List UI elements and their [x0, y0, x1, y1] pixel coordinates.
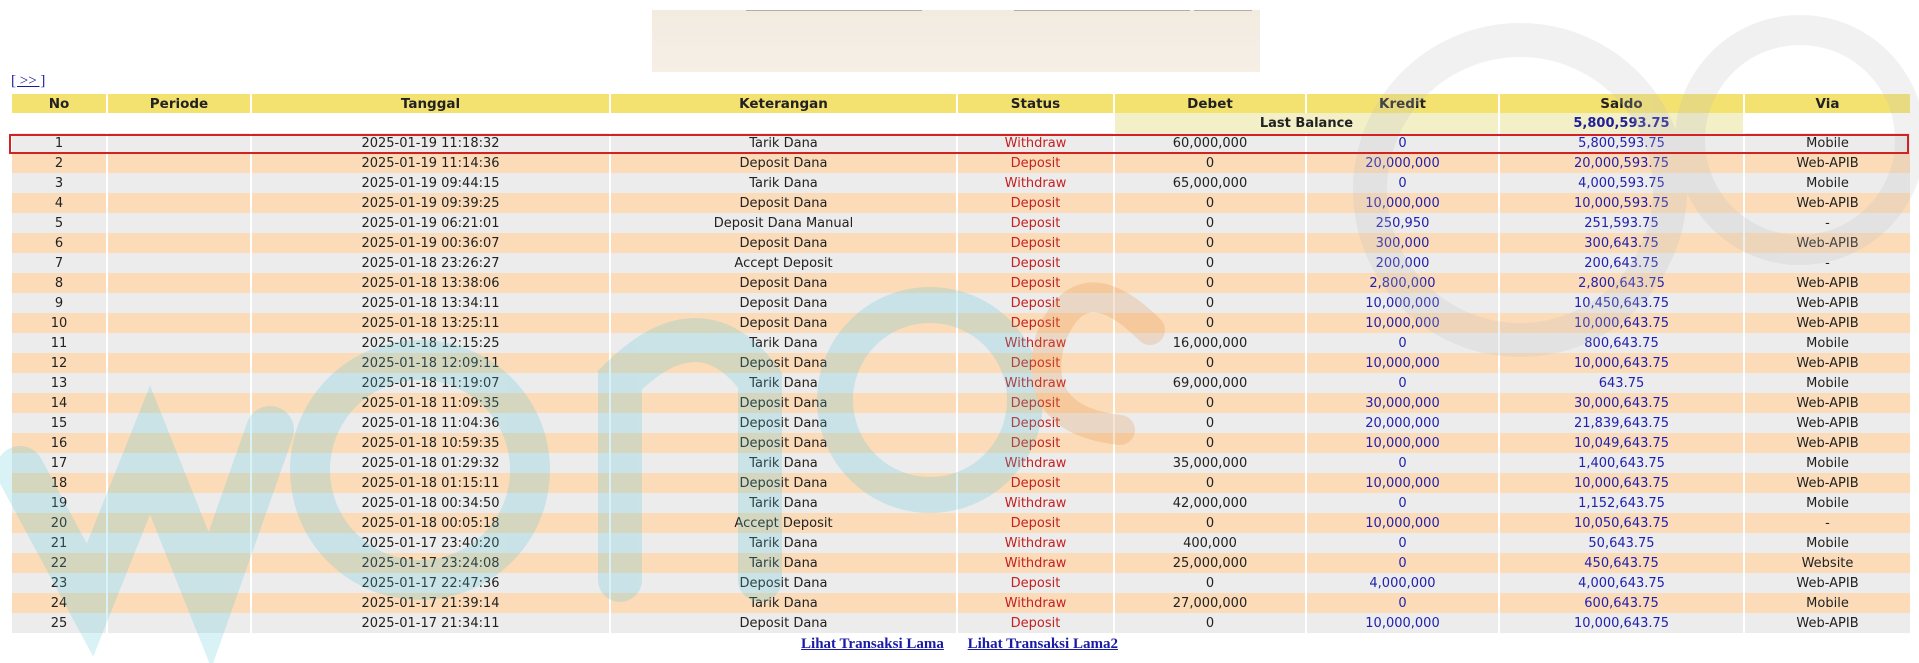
cell-kredit: 20,000,000	[1307, 153, 1498, 173]
cell-kredit: 0	[1307, 173, 1498, 193]
cell-debet: 0	[1115, 393, 1305, 413]
cell-periode	[108, 433, 250, 453]
cell-keterangan: Deposit Dana	[611, 413, 956, 433]
table-row	[12, 413, 1910, 433]
cell-tanggal: 2025-01-18 13:38:06	[252, 273, 609, 293]
cell-debet: 16,000,000	[1115, 333, 1305, 353]
cell-keterangan: Deposit Dana	[611, 193, 956, 213]
cell-debet: 0	[1115, 293, 1305, 313]
cell-status: Deposit	[958, 273, 1113, 293]
cell-via: Mobile	[1745, 533, 1910, 553]
cell-kredit: 10,000,000	[1307, 293, 1498, 313]
cell-tanggal: 2025-01-18 13:34:11	[252, 293, 609, 313]
cell-no: 1	[12, 133, 106, 153]
cell-no: 16	[12, 433, 106, 453]
cell-debet: 0	[1115, 433, 1305, 453]
table-row	[12, 233, 1910, 253]
cell-periode	[108, 513, 250, 533]
cell-via: Mobile	[1745, 173, 1910, 193]
cell-via: Mobile	[1745, 493, 1910, 513]
cell-saldo: 20,000,593.75	[1500, 153, 1743, 173]
cell-periode	[108, 213, 250, 233]
cell-no: 12	[12, 353, 106, 373]
cell-debet: 42,000,000	[1115, 493, 1305, 513]
table-row	[12, 373, 1910, 393]
cell-status: Withdraw	[958, 453, 1113, 473]
cell-status: Withdraw	[958, 493, 1113, 513]
table-row	[12, 173, 1910, 193]
cell-saldo: 300,643.75	[1500, 233, 1743, 253]
cell-via: Web-APIB	[1745, 573, 1910, 593]
footer-links	[0, 636, 1919, 653]
cell-via: Mobile	[1745, 333, 1910, 353]
cell-status: Deposit	[958, 153, 1113, 173]
cell-via: Web-APIB	[1745, 393, 1910, 413]
cell-via: Web-APIB	[1745, 413, 1910, 433]
table-row	[12, 353, 1910, 373]
cell-status: Deposit	[958, 193, 1113, 213]
cell-kredit: 0	[1307, 493, 1498, 513]
cell-status: Deposit	[958, 253, 1113, 273]
cell-kredit: 10,000,000	[1307, 193, 1498, 213]
cell-keterangan: Tarik Dana	[611, 533, 956, 553]
cell-debet: 0	[1115, 253, 1305, 273]
cell-debet: 65,000,000	[1115, 173, 1305, 193]
cell-no: 17	[12, 453, 106, 473]
cell-saldo: 450,643.75	[1500, 553, 1743, 573]
cell-tanggal: 2025-01-19 11:18:32	[252, 133, 609, 153]
cell-tanggal: 2025-01-18 11:09:35	[252, 393, 609, 413]
cell-keterangan: Deposit Dana	[611, 473, 956, 493]
cell-tanggal: 2025-01-18 23:26:27	[252, 253, 609, 273]
table-row	[12, 133, 1910, 153]
cell-periode	[108, 233, 250, 253]
cell-no: 20	[12, 513, 106, 533]
cell-saldo: 643.75	[1500, 373, 1743, 393]
cell-tanggal: 2025-01-18 12:15:25	[252, 333, 609, 353]
cell-periode	[108, 313, 250, 333]
cell-via: Web-APIB	[1745, 613, 1910, 633]
cell-via: Web-APIB	[1745, 193, 1910, 213]
table-row	[12, 393, 1910, 413]
top-input-line	[1194, 10, 1252, 11]
cell-saldo: 800,643.75	[1500, 333, 1743, 353]
cell-status: Withdraw	[958, 533, 1113, 553]
cell-debet: 400,000	[1115, 533, 1305, 553]
cell-status: Withdraw	[958, 553, 1113, 573]
cell-periode	[108, 333, 250, 353]
cell-periode	[108, 273, 250, 293]
cell-no: 7	[12, 253, 106, 273]
table-header-row	[12, 94, 1910, 113]
cell-keterangan: Tarik Dana	[611, 593, 956, 613]
cell-kredit: 0	[1307, 533, 1498, 553]
cell-via: Web-APIB	[1745, 433, 1910, 453]
cell-kredit: 10,000,000	[1307, 353, 1498, 373]
cell-status: Deposit	[958, 293, 1113, 313]
cell-status: Deposit	[958, 433, 1113, 453]
cell-periode	[108, 553, 250, 573]
cell-no: 13	[12, 373, 106, 393]
cell-saldo: 50,643.75	[1500, 533, 1743, 553]
cell-periode	[108, 593, 250, 613]
old-transactions-2-link[interactable]: Lihat Transaksi Lama2	[967, 636, 1118, 652]
cell-status: Deposit	[958, 573, 1113, 593]
cell-kredit: 10,000,000	[1307, 433, 1498, 453]
cell-keterangan: Tarik Dana	[611, 453, 956, 473]
cell-saldo: 10,050,643.75	[1500, 513, 1743, 533]
cell-debet: 0	[1115, 273, 1305, 293]
cell-debet: 27,000,000	[1115, 593, 1305, 613]
cell-debet: 25,000,000	[1115, 553, 1305, 573]
cell-tanggal: 2025-01-18 01:29:32	[252, 453, 609, 473]
cell-status: Deposit	[958, 233, 1113, 253]
cell-periode	[108, 613, 250, 633]
cell-status: Withdraw	[958, 373, 1113, 393]
cell-via: Mobile	[1745, 453, 1910, 473]
cell-via: Website	[1745, 553, 1910, 573]
cell-kredit: 10,000,000	[1307, 313, 1498, 333]
cell-tanggal: 2025-01-17 23:24:08	[252, 553, 609, 573]
cell-saldo: 1,152,643.75	[1500, 493, 1743, 513]
cell-saldo: 200,643.75	[1500, 253, 1743, 273]
last-balance-label: Last Balance	[1115, 113, 1498, 133]
table-row	[12, 473, 1910, 493]
col-header-tanggal: Tanggal	[252, 94, 609, 113]
table-row	[12, 533, 1910, 553]
cell-keterangan: Tarik Dana	[611, 553, 956, 573]
table-row	[12, 153, 1910, 173]
col-header-keterangan: Keterangan	[611, 94, 956, 113]
cell-via: Web-APIB	[1745, 293, 1910, 313]
cell-via: -	[1745, 253, 1910, 273]
next-page-link[interactable]: [ >> ]	[11, 73, 46, 89]
cell-debet: 0	[1115, 233, 1305, 253]
cell-kredit: 0	[1307, 593, 1498, 613]
cell-tanggal: 2025-01-18 00:05:18	[252, 513, 609, 533]
col-header-saldo: Saldo	[1500, 94, 1743, 113]
cell-saldo: 30,000,643.75	[1500, 393, 1743, 413]
cell-debet: 0	[1115, 573, 1305, 593]
cell-status: Deposit	[958, 413, 1113, 433]
cell-tanggal: 2025-01-18 01:15:11	[252, 473, 609, 493]
col-header-debet: Debet	[1115, 94, 1305, 113]
cell-periode	[108, 393, 250, 413]
cell-via: -	[1745, 213, 1910, 233]
cell-saldo: 2,800,643.75	[1500, 273, 1743, 293]
table-row	[12, 613, 1910, 633]
cell-status: Deposit	[958, 353, 1113, 373]
cell-keterangan: Tarik Dana	[611, 373, 956, 393]
cell-tanggal: 2025-01-17 21:39:14	[252, 593, 609, 613]
cell-no: 23	[12, 573, 106, 593]
cell-no: 11	[12, 333, 106, 353]
col-header-no: No	[12, 94, 106, 113]
cell-keterangan: Tarik Dana	[611, 173, 956, 193]
cell-debet: 0	[1115, 613, 1305, 633]
cell-debet: 0	[1115, 513, 1305, 533]
cell-periode	[108, 493, 250, 513]
cell-status: Withdraw	[958, 133, 1113, 153]
cell-keterangan: Tarik Dana	[611, 333, 956, 353]
cell-no: 15	[12, 413, 106, 433]
cell-debet: 0	[1115, 413, 1305, 433]
cell-saldo: 10,450,643.75	[1500, 293, 1743, 313]
cell-kredit: 30,000,000	[1307, 393, 1498, 413]
cell-status: Withdraw	[958, 593, 1113, 613]
cell-kredit: 10,000,000	[1307, 613, 1498, 633]
cell-keterangan: Deposit Dana Manual	[611, 213, 956, 233]
table-row	[12, 213, 1910, 233]
cell-keterangan: Deposit Dana	[611, 233, 956, 253]
cell-saldo: 10,000,593.75	[1500, 193, 1743, 213]
top-panel	[652, 10, 1260, 72]
top-input-line	[1014, 10, 1190, 11]
cell-tanggal: 2025-01-18 13:25:11	[252, 313, 609, 333]
cell-keterangan: Deposit Dana	[611, 353, 956, 373]
cell-periode	[108, 353, 250, 373]
cell-kredit: 200,000	[1307, 253, 1498, 273]
cell-debet: 60,000,000	[1115, 133, 1305, 153]
cell-via: Mobile	[1745, 593, 1910, 613]
cell-status: Deposit	[958, 473, 1113, 493]
cell-via: Web-APIB	[1745, 313, 1910, 333]
cell-tanggal: 2025-01-17 21:34:11	[252, 613, 609, 633]
cell-via: Web-APIB	[1745, 273, 1910, 293]
cell-via: Mobile	[1745, 373, 1910, 393]
cell-tanggal: 2025-01-19 09:44:15	[252, 173, 609, 193]
top-input-line	[746, 10, 922, 11]
cell-keterangan: Tarik Dana	[611, 133, 956, 153]
cell-kredit: 0	[1307, 553, 1498, 573]
cell-periode	[108, 173, 250, 193]
cell-no: 4	[12, 193, 106, 213]
table-row	[12, 513, 1910, 533]
table-row	[12, 433, 1910, 453]
table-row	[12, 193, 1910, 213]
cell-status: Deposit	[958, 313, 1113, 333]
old-transactions-link[interactable]: Lihat Transaksi Lama	[801, 636, 944, 652]
cell-saldo: 10,000,643.75	[1500, 473, 1743, 493]
cell-saldo: 4,000,643.75	[1500, 573, 1743, 593]
table-row	[12, 493, 1910, 513]
cell-periode	[108, 133, 250, 153]
cell-status: Withdraw	[958, 173, 1113, 193]
cell-tanggal: 2025-01-18 11:19:07	[252, 373, 609, 393]
cell-keterangan: Deposit Dana	[611, 273, 956, 293]
cell-via: Web-APIB	[1745, 353, 1910, 373]
cell-debet: 0	[1115, 193, 1305, 213]
table-row	[12, 273, 1910, 293]
cell-no: 3	[12, 173, 106, 193]
transaction-table	[10, 94, 1912, 633]
cell-debet: 0	[1115, 353, 1305, 373]
cell-tanggal: 2025-01-18 10:59:35	[252, 433, 609, 453]
cell-kredit: 20,000,000	[1307, 413, 1498, 433]
cell-no: 5	[12, 213, 106, 233]
cell-via: Web-APIB	[1745, 473, 1910, 493]
cell-debet: 0	[1115, 313, 1305, 333]
cell-via: Web-APIB	[1745, 233, 1910, 253]
cell-kredit: 0	[1307, 453, 1498, 473]
cell-no: 14	[12, 393, 106, 413]
cell-saldo: 1,400,643.75	[1500, 453, 1743, 473]
cell-no: 21	[12, 533, 106, 553]
cell-via: -	[1745, 513, 1910, 533]
cell-periode	[108, 193, 250, 213]
table-row	[12, 253, 1910, 273]
cell-via: Mobile	[1745, 133, 1910, 153]
cell-keterangan: Accept Deposit	[611, 513, 956, 533]
cell-periode	[108, 153, 250, 173]
cell-tanggal: 2025-01-18 11:04:36	[252, 413, 609, 433]
cell-keterangan: Deposit Dana	[611, 293, 956, 313]
cell-debet: 0	[1115, 153, 1305, 173]
cell-debet: 35,000,000	[1115, 453, 1305, 473]
cell-status: Deposit	[958, 393, 1113, 413]
cell-saldo: 10,000,643.75	[1500, 613, 1743, 633]
cell-tanggal: 2025-01-19 06:21:01	[252, 213, 609, 233]
cell-kredit: 10,000,000	[1307, 513, 1498, 533]
cell-tanggal: 2025-01-17 23:40:20	[252, 533, 609, 553]
cell-saldo: 5,800,593.75	[1500, 133, 1743, 153]
col-header-periode: Periode	[108, 94, 250, 113]
cell-kredit: 0	[1307, 333, 1498, 353]
cell-via: Web-APIB	[1745, 153, 1910, 173]
cell-keterangan: Accept Deposit	[611, 253, 956, 273]
cell-status: Deposit	[958, 513, 1113, 533]
col-header-via: Via	[1745, 94, 1910, 113]
table-row	[12, 573, 1910, 593]
cell-periode	[108, 253, 250, 273]
cell-no: 19	[12, 493, 106, 513]
cell-kredit: 300,000	[1307, 233, 1498, 253]
cell-status: Withdraw	[958, 333, 1113, 353]
cell-saldo: 600,643.75	[1500, 593, 1743, 613]
cell-periode	[108, 473, 250, 493]
col-header-kredit: Kredit	[1307, 94, 1498, 113]
cell-debet: 0	[1115, 473, 1305, 493]
cell-no: 2	[12, 153, 106, 173]
cell-saldo: 10,000,643.75	[1500, 353, 1743, 373]
cell-periode	[108, 413, 250, 433]
cell-status: Deposit	[958, 213, 1113, 233]
cell-no: 25	[12, 613, 106, 633]
cell-status: Deposit	[958, 613, 1113, 633]
cell-periode	[108, 293, 250, 313]
table-row	[12, 453, 1910, 473]
cell-keterangan: Deposit Dana	[611, 313, 956, 333]
table-row	[12, 313, 1910, 333]
cell-kredit: 250,950	[1307, 213, 1498, 233]
table-row	[12, 593, 1910, 613]
cell-no: 22	[12, 553, 106, 573]
cell-periode	[108, 573, 250, 593]
last-balance-value: 5,800,593.75	[1500, 113, 1743, 133]
cell-no: 9	[12, 293, 106, 313]
cell-tanggal: 2025-01-18 12:09:11	[252, 353, 609, 373]
cell-tanggal: 2025-01-19 11:14:36	[252, 153, 609, 173]
cell-saldo: 4,000,593.75	[1500, 173, 1743, 193]
table-row	[12, 553, 1910, 573]
cell-keterangan: Deposit Dana	[611, 153, 956, 173]
table-row	[12, 333, 1910, 353]
col-header-status: Status	[958, 94, 1113, 113]
cell-kredit: 0	[1307, 133, 1498, 153]
cell-debet: 0	[1115, 213, 1305, 233]
cell-periode	[108, 533, 250, 553]
cell-saldo: 251,593.75	[1500, 213, 1743, 233]
cell-keterangan: Deposit Dana	[611, 393, 956, 413]
cell-keterangan: Deposit Dana	[611, 613, 956, 633]
cell-kredit: 2,800,000	[1307, 273, 1498, 293]
cell-saldo: 10,049,643.75	[1500, 433, 1743, 453]
cell-tanggal: 2025-01-19 00:36:07	[252, 233, 609, 253]
cell-tanggal: 2025-01-17 22:47:36	[252, 573, 609, 593]
cell-no: 24	[12, 593, 106, 613]
cell-debet: 69,000,000	[1115, 373, 1305, 393]
cell-periode	[108, 453, 250, 473]
cell-no: 6	[12, 233, 106, 253]
cell-keterangan: Deposit Dana	[611, 433, 956, 453]
cell-periode	[108, 373, 250, 393]
last-balance-row	[12, 113, 1910, 133]
cell-keterangan: Tarik Dana	[611, 493, 956, 513]
cell-saldo: 10,000,643.75	[1500, 313, 1743, 333]
cell-keterangan: Deposit Dana	[611, 573, 956, 593]
cell-no: 10	[12, 313, 106, 333]
cell-no: 8	[12, 273, 106, 293]
cell-tanggal: 2025-01-19 09:39:25	[252, 193, 609, 213]
table-row	[12, 293, 1910, 313]
cell-kredit: 10,000,000	[1307, 473, 1498, 493]
cell-no: 18	[12, 473, 106, 493]
cell-kredit: 0	[1307, 373, 1498, 393]
cell-saldo: 21,839,643.75	[1500, 413, 1743, 433]
cell-tanggal: 2025-01-18 00:34:50	[252, 493, 609, 513]
cell-kredit: 4,000,000	[1307, 573, 1498, 593]
